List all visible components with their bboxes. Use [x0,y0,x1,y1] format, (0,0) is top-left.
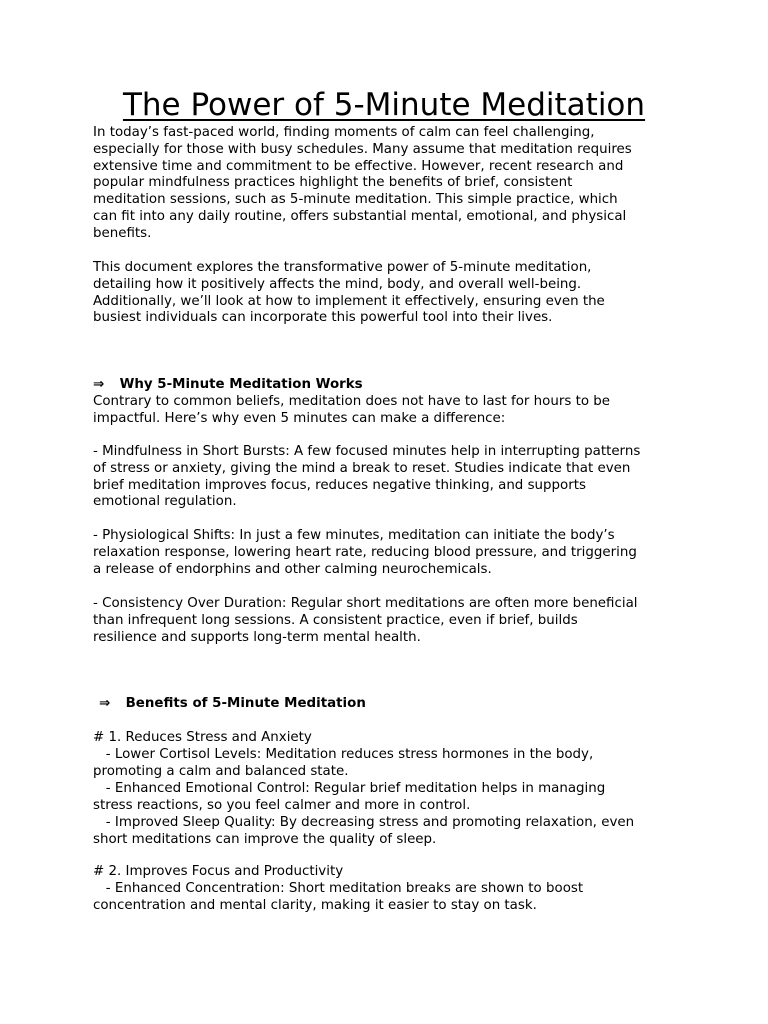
arrow-right-icon: ⇒ [99,696,111,711]
benefit-1-title: # 1. Reduces Stress and Anxiety [93,730,312,745]
section-heading-benefits [99,696,366,713]
section-heading-benefits-text: Benefits of 5-Minute Meditation [125,696,366,711]
section-heading-why-text: Why 5-Minute Meditation Works [119,377,363,392]
benefit-1-item-cortisol: - Lower Cortisol Levels: Meditation reduces stress hormones in the body, promoting a calm and balanced state. [93,747,594,779]
section-1-intro: Contrary to common beliefs, meditation does not have to last for hours to be impactful. Here’s why even 5 minutes can make a difference: [93,394,611,426]
section-1-point-physiological: - Physiological Shifts: In just a few minutes, meditation can initiate the body’s relaxation response, lowering heart rate, reducing blood pressure, and triggering a release of endorphins and other calming neurochemicals. [93,528,637,577]
section-1-point-mindfulness: - Mindfulness in Short Bursts: A few focused minutes help in interrupting patterns of stress or anxiety, giving the mind a break to reset. Studies indicate that even brief meditation improves focus, reduces negative thinking, and supports emotional regulation. [93,444,641,510]
section-1-point-consistency: - Consistency Over Duration: Regular short meditations are often more beneficial than infrequent long sessions. A consistent practice, even if brief, builds resilience and supports long-term mental health. [93,596,638,645]
intro-paragraph-2: This document explores the transformative power of 5-minute meditation, detailing how it positively affects the mind, body, and overall well-being. Additionally, we’ll look at how to implement it effectively, ensuring even the busiest individuals can incorporate this powerful tool into their lives. [93,260,605,326]
section-heading-why [93,377,363,394]
benefit-2-title: # 2. Improves Focus and Productivity [93,864,344,879]
benefit-2-item-concentration: - Enhanced Concentration: Short meditation breaks are shown to boost concentration and mental clarity, making it easier to stay on task. [93,881,584,913]
benefit-1-item-emotional-control: - Enhanced Emotional Control: Regular brief meditation helps in managing stress reactions, so you feel calmer and more in control. [93,781,606,813]
benefit-1-item-sleep: - Improved Sleep Quality: By decreasing stress and promoting relaxation, even short meditations can improve the quality of sleep. [93,815,635,847]
document-title: The Power of 5-Minute Meditation [122,87,646,123]
arrow-right-icon: ⇒ [93,377,105,392]
intro-paragraph-1: In today’s fast-paced world, finding moments of calm can feel challenging, especially for those with busy schedules. Many assume that meditation requires extensive time and commitment to be effective. However, recent research and popular mindfulness practices highlight the benefits of brief, consistent meditation sessions, such as 5-minute meditation. This simple practice, which can fit into any daily routine, offers substantial mental, emotional, and physical benefits. [93,125,632,241]
